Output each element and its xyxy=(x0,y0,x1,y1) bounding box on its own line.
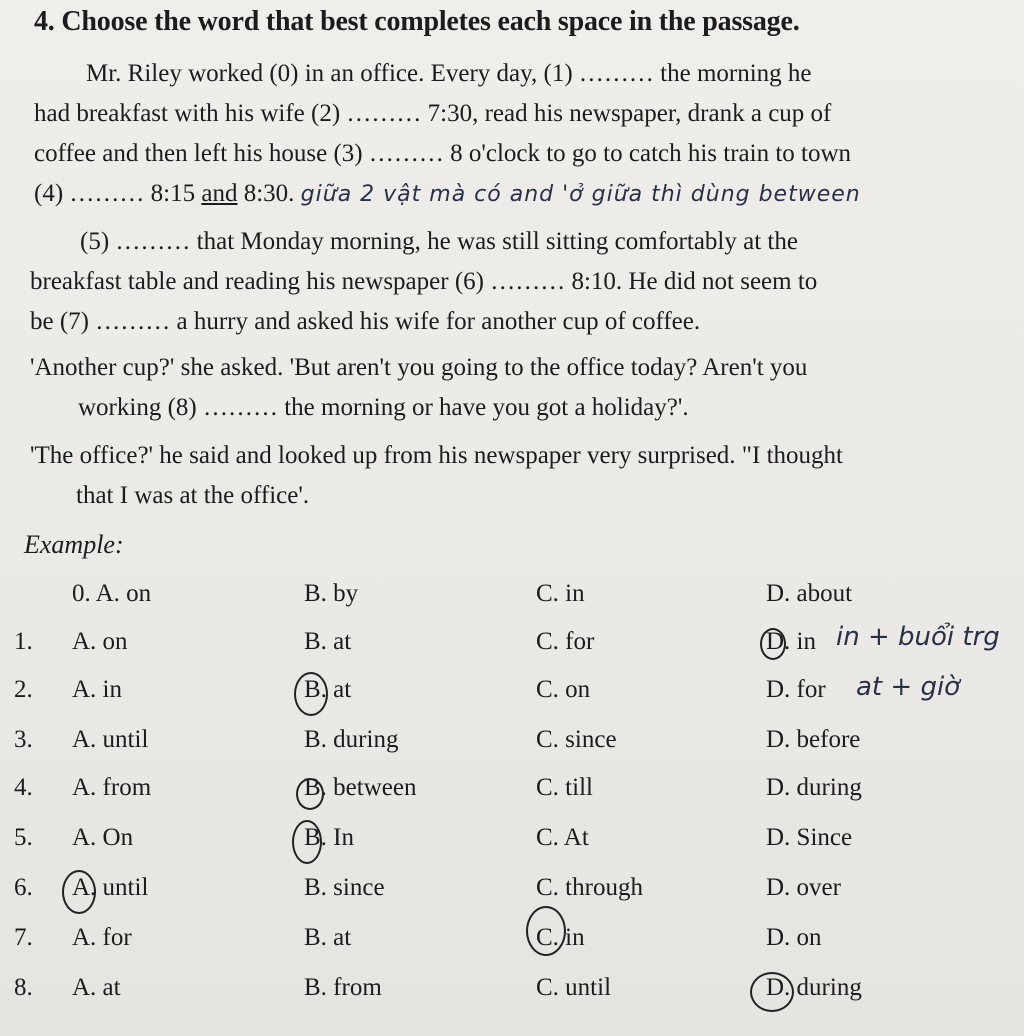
passage-line-9: working (8) ……… the morning or have you got a holiday?'. xyxy=(78,394,689,421)
passage-line-1: Mr. Riley worked (0) in an office. Every day, (1) ……… the morning he xyxy=(86,60,812,87)
passage-line-4-end: 8:30. xyxy=(237,180,295,207)
passage-line-8: 'Another cup?' she asked. 'But aren't you going to the office today? Aren't you xyxy=(30,354,808,381)
option-a: A. for xyxy=(72,924,132,951)
option-c: C. for xyxy=(536,628,595,655)
option-d: D. during xyxy=(766,974,862,1001)
option-a: A. until xyxy=(72,874,149,901)
option-c: C. on xyxy=(536,676,591,703)
passage-word-and: and xyxy=(201,180,238,207)
option-c: C. in xyxy=(536,924,585,951)
question-number: 4. xyxy=(14,774,33,801)
option-a: A. in xyxy=(72,676,122,703)
option-d: D. on xyxy=(766,924,822,951)
question-number: 8. xyxy=(14,974,33,1001)
option-b: B. In xyxy=(304,824,354,851)
option-c: C. through xyxy=(536,874,643,901)
option-a: A. on xyxy=(72,628,128,655)
option-b: B. during xyxy=(304,726,399,753)
passage-line-5: (5) ……… that Monday morning, he was still sitting comfortably at the xyxy=(80,228,798,255)
option-b: B. at xyxy=(304,676,352,703)
option-c: C. since xyxy=(536,726,617,753)
handwritten-note-between: giữa 2 vật mà có and 'ở giữa thì dùng between xyxy=(300,182,861,207)
question-number: 3. xyxy=(14,726,33,753)
option-row-4 xyxy=(0,774,1024,810)
passage-line-2: had breakfast with his wife (2) ……… 7:30, read his newspaper, drank a cup of xyxy=(34,100,832,127)
option-a: A. until xyxy=(72,726,149,753)
option-a: A. On xyxy=(72,824,134,851)
option-row-0 xyxy=(0,580,1024,616)
passage-line-11: that I was at the office'. xyxy=(76,482,310,509)
option-b: B. at xyxy=(304,924,352,951)
option-b: B. between xyxy=(304,774,417,801)
option-d: D. about xyxy=(766,580,853,607)
question-number: 6. xyxy=(14,874,33,901)
question-number: 1. xyxy=(14,628,33,655)
option-a: A. from xyxy=(72,774,152,801)
option-b: B. by xyxy=(304,580,359,607)
option-b: B. from xyxy=(304,974,382,1001)
exercise-title: 4. Choose the word that best completes each space in the passage. xyxy=(34,6,800,37)
option-d: D. for xyxy=(766,676,826,703)
question-number: 7. xyxy=(14,924,33,951)
option-d: D. during xyxy=(766,774,862,801)
option-a: A. at xyxy=(72,974,121,1001)
example-label: Example: xyxy=(24,530,124,559)
option-c: C. until xyxy=(536,974,612,1001)
passage-line-3: coffee and then left his house (3) ……… 8 o'clock to go to catch his train to town xyxy=(34,140,852,167)
option-d: D. in xyxy=(766,628,816,655)
passage-line-4 xyxy=(34,180,861,208)
option-row-6 xyxy=(0,874,1024,910)
option-b: B. at xyxy=(304,628,352,655)
option-row-5 xyxy=(0,824,1024,860)
passage-line-10: 'The office?' he said and looked up from his newspaper very surprised. "I thought xyxy=(30,442,843,469)
handwritten-note-q2: at + giờ xyxy=(856,672,961,702)
question-number: 5. xyxy=(14,824,33,851)
option-b: B. since xyxy=(304,874,385,901)
option-d: D. before xyxy=(766,726,861,753)
option-d: D. Since xyxy=(766,824,853,851)
handwritten-note-q1: in + buổi trg xyxy=(836,622,1000,652)
option-a: 0. A. on xyxy=(72,580,152,607)
option-row-3 xyxy=(0,726,1024,762)
option-row-7 xyxy=(0,924,1024,960)
passage-line-6: breakfast table and reading his newspaper (6) ……… 8:10. He did not seem to xyxy=(30,268,818,295)
question-number: 2. xyxy=(14,676,33,703)
option-c: C. At xyxy=(536,824,589,851)
option-c: C. till xyxy=(536,774,593,801)
option-c: C. in xyxy=(536,580,585,607)
option-d: D. over xyxy=(766,874,841,901)
passage-line-7: be (7) ……… a hurry and asked his wife for another cup of coffee. xyxy=(30,308,701,335)
passage-line-4-start: (4) ……… 8:15 xyxy=(34,180,202,207)
option-row-8 xyxy=(0,974,1024,1010)
